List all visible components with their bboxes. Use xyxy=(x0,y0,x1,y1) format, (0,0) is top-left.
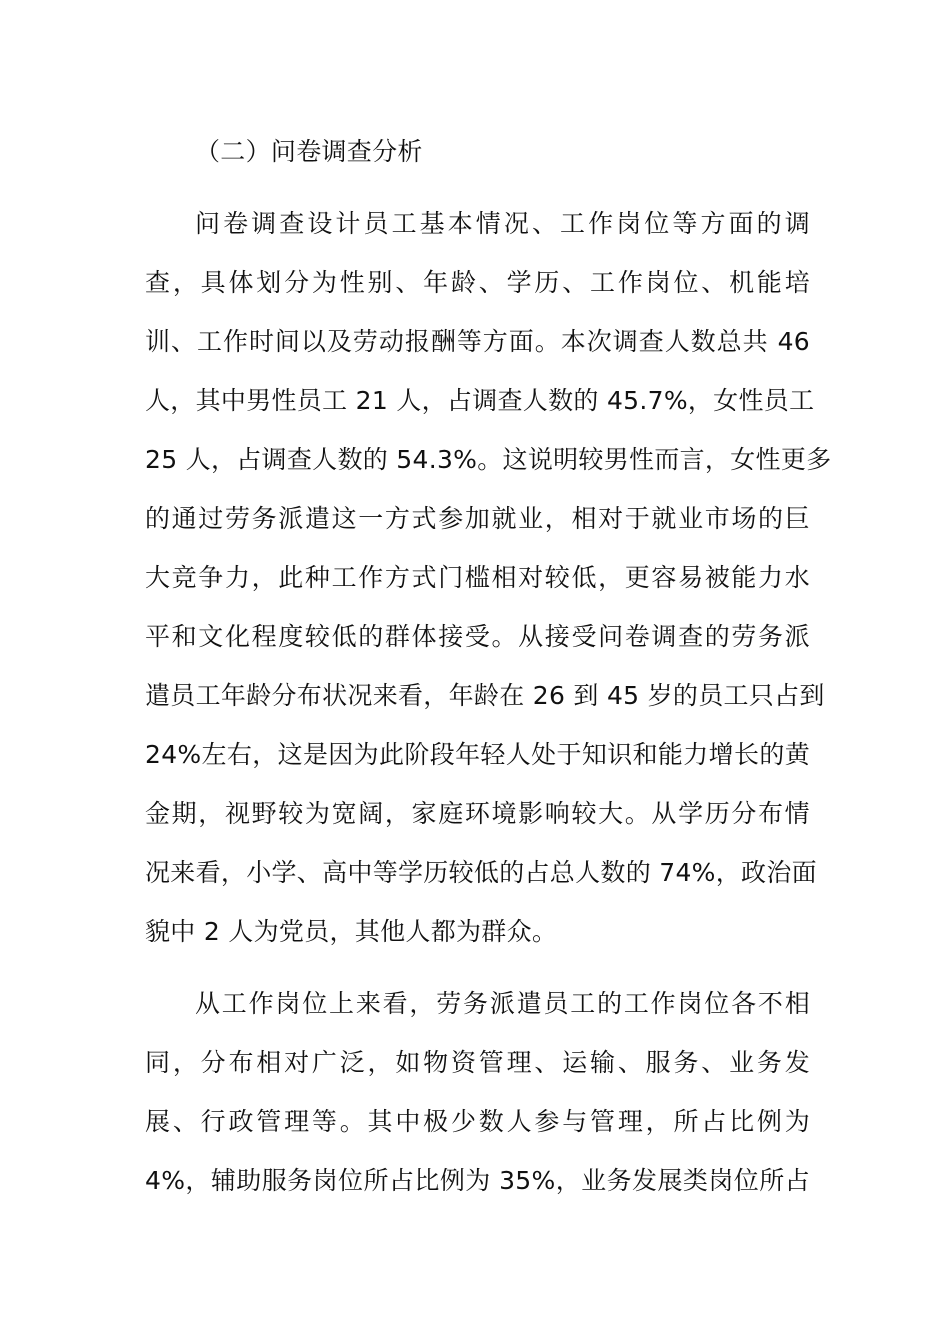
paragraph-line: 查，具体划分为性别、年龄、学历、工作岗位、机能培 xyxy=(145,268,810,297)
paragraph-line: 从工作岗位上来看，劳务派遣员工的工作岗位各不相 xyxy=(195,989,810,1018)
paragraph-line: 训、工作时间以及劳动报酬等方面。本次调查人数总共 46 xyxy=(145,327,810,356)
paragraph-line: 遣员工年龄分布状况来看，年龄在 26 到 45 岁的员工只占到 xyxy=(145,681,825,710)
paragraph-line: 大竞争力，此种工作方式门槛相对较低，更容易被能力水 xyxy=(145,563,810,592)
paragraph-line: 人，其中男性员工 21 人，占调查人数的 45.7%，女性员工 xyxy=(145,386,815,415)
section-heading: （二）问卷调查分析 xyxy=(195,137,423,166)
paragraph-line: 况来看，小学、高中等学历较低的占总人数的 74%，政治面 xyxy=(145,858,817,887)
paragraph-line: 问卷调查设计员工基本情况、工作岗位等方面的调 xyxy=(195,209,810,238)
paragraph-line: 展、行政管理等。其中极少数人参与管理，所占比例为 xyxy=(145,1107,810,1136)
paragraph-line: 的通过劳务派遣这一方式参加就业，相对于就业市场的巨 xyxy=(145,504,810,533)
paragraph-line: 金期，视野较为宽阔，家庭环境影响较大。从学历分布情 xyxy=(145,799,810,828)
paragraph-line: 24%左右，这是因为此阶段年轻人处于知识和能力增长的黄 xyxy=(145,740,810,769)
paragraph-line: 4%，辅助服务岗位所占比例为 35%，业务发展类岗位所占 xyxy=(145,1166,810,1195)
paragraph-line: 貌中 2 人为党员，其他人都为群众。 xyxy=(145,917,558,946)
paragraph-line: 25 人，占调查人数的 54.3%。这说明较男性而言，女性更多 xyxy=(145,445,832,474)
paragraph-line: 同，分布相对广泛，如物资管理、运输、服务、业务发 xyxy=(145,1048,810,1077)
paragraph-line: 平和文化程度较低的群体接受。从接受问卷调查的劳务派 xyxy=(145,622,810,651)
